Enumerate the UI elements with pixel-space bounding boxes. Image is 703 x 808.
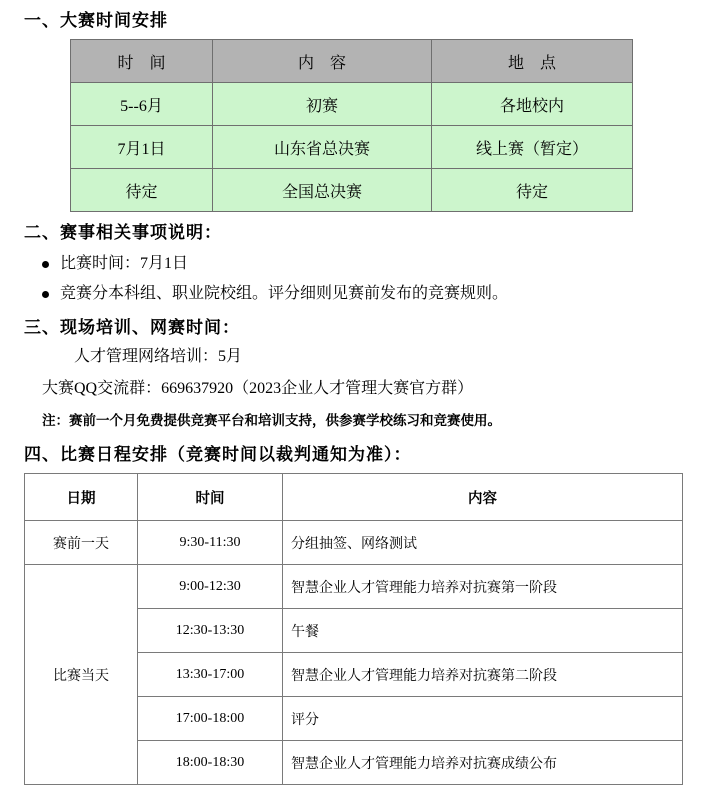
cell-content: 智慧企业人才管理能力培养对抗赛成绩公布 (283, 741, 683, 785)
training-line-1: 人才管理网络培训：5月 (74, 348, 243, 365)
table-header-row (25, 474, 683, 521)
cell-content: 午餐 (283, 609, 683, 653)
cell-date: 比赛当天 (25, 565, 138, 785)
cell-location: 待定 (432, 169, 633, 212)
agenda-table (24, 473, 683, 785)
training-qq-group-line: 大赛QQ交流群：669637920（2023企业人才管理大赛官方群） (42, 380, 474, 397)
section-heading-agenda: 四、比赛日程安排（竞赛时间以裁判通知为准）： (24, 445, 412, 464)
cell-content: 评分 (283, 697, 683, 741)
cell-time: 13:30-17:00 (138, 653, 283, 697)
cell-content: 全国总决赛 (213, 169, 432, 212)
document-page (0, 6, 703, 808)
header-content: 内容 (283, 474, 683, 521)
table-row (71, 169, 633, 212)
table-row (25, 565, 683, 609)
header-location: 地 点 (432, 40, 633, 83)
cell-time: 9:30-11:30 (138, 521, 283, 565)
cell-time: 18:00-18:30 (138, 741, 283, 785)
header-content: 内 容 (213, 40, 432, 83)
cell-time: 12:30-13:30 (138, 609, 283, 653)
cell-content: 智慧企业人才管理能力培养对抗赛第二阶段 (283, 653, 683, 697)
table-row (25, 521, 683, 565)
section-heading-schedule: 一、大赛时间安排 (24, 11, 168, 30)
table-row (71, 126, 633, 169)
cell-content: 山东省总决赛 (213, 126, 432, 169)
cell-location: 各地校内 (432, 83, 633, 126)
training-note: 注：赛前一个月免费提供竞赛平台和培训支持，供参赛学校练习和竞赛使用。 (42, 413, 501, 428)
cell-time: 9:00-12:30 (138, 565, 283, 609)
header-time: 时间 (138, 474, 283, 521)
competition-schedule-table (70, 39, 633, 212)
header-time: 时 间 (71, 40, 213, 83)
list-item: 比赛时间：7月1日 (24, 249, 679, 279)
cell-date: 赛前一天 (25, 521, 138, 565)
cell-time: 17:00-18:00 (138, 697, 283, 741)
section-heading-notes: 二、赛事相关事项说明： (24, 223, 222, 242)
cell-content: 分组抽签、网络测试 (283, 521, 683, 565)
cell-location: 线上赛（暂定） (432, 126, 633, 169)
cell-content: 智慧企业人才管理能力培养对抗赛第一阶段 (283, 565, 683, 609)
cell-time: 待定 (71, 169, 213, 212)
list-item: 竞赛分本科组、职业院校组。评分细则见赛前发布的竞赛规则。 (24, 279, 679, 309)
table-row (71, 83, 633, 126)
cell-time: 7月1日 (71, 126, 213, 169)
cell-content: 初赛 (213, 83, 432, 126)
notes-bullet-list (24, 249, 679, 309)
table-header-row (71, 40, 633, 83)
section-heading-training: 三、现场培训、网赛时间： (24, 318, 240, 337)
header-date: 日期 (25, 474, 138, 521)
cell-time: 5--6月 (71, 83, 213, 126)
